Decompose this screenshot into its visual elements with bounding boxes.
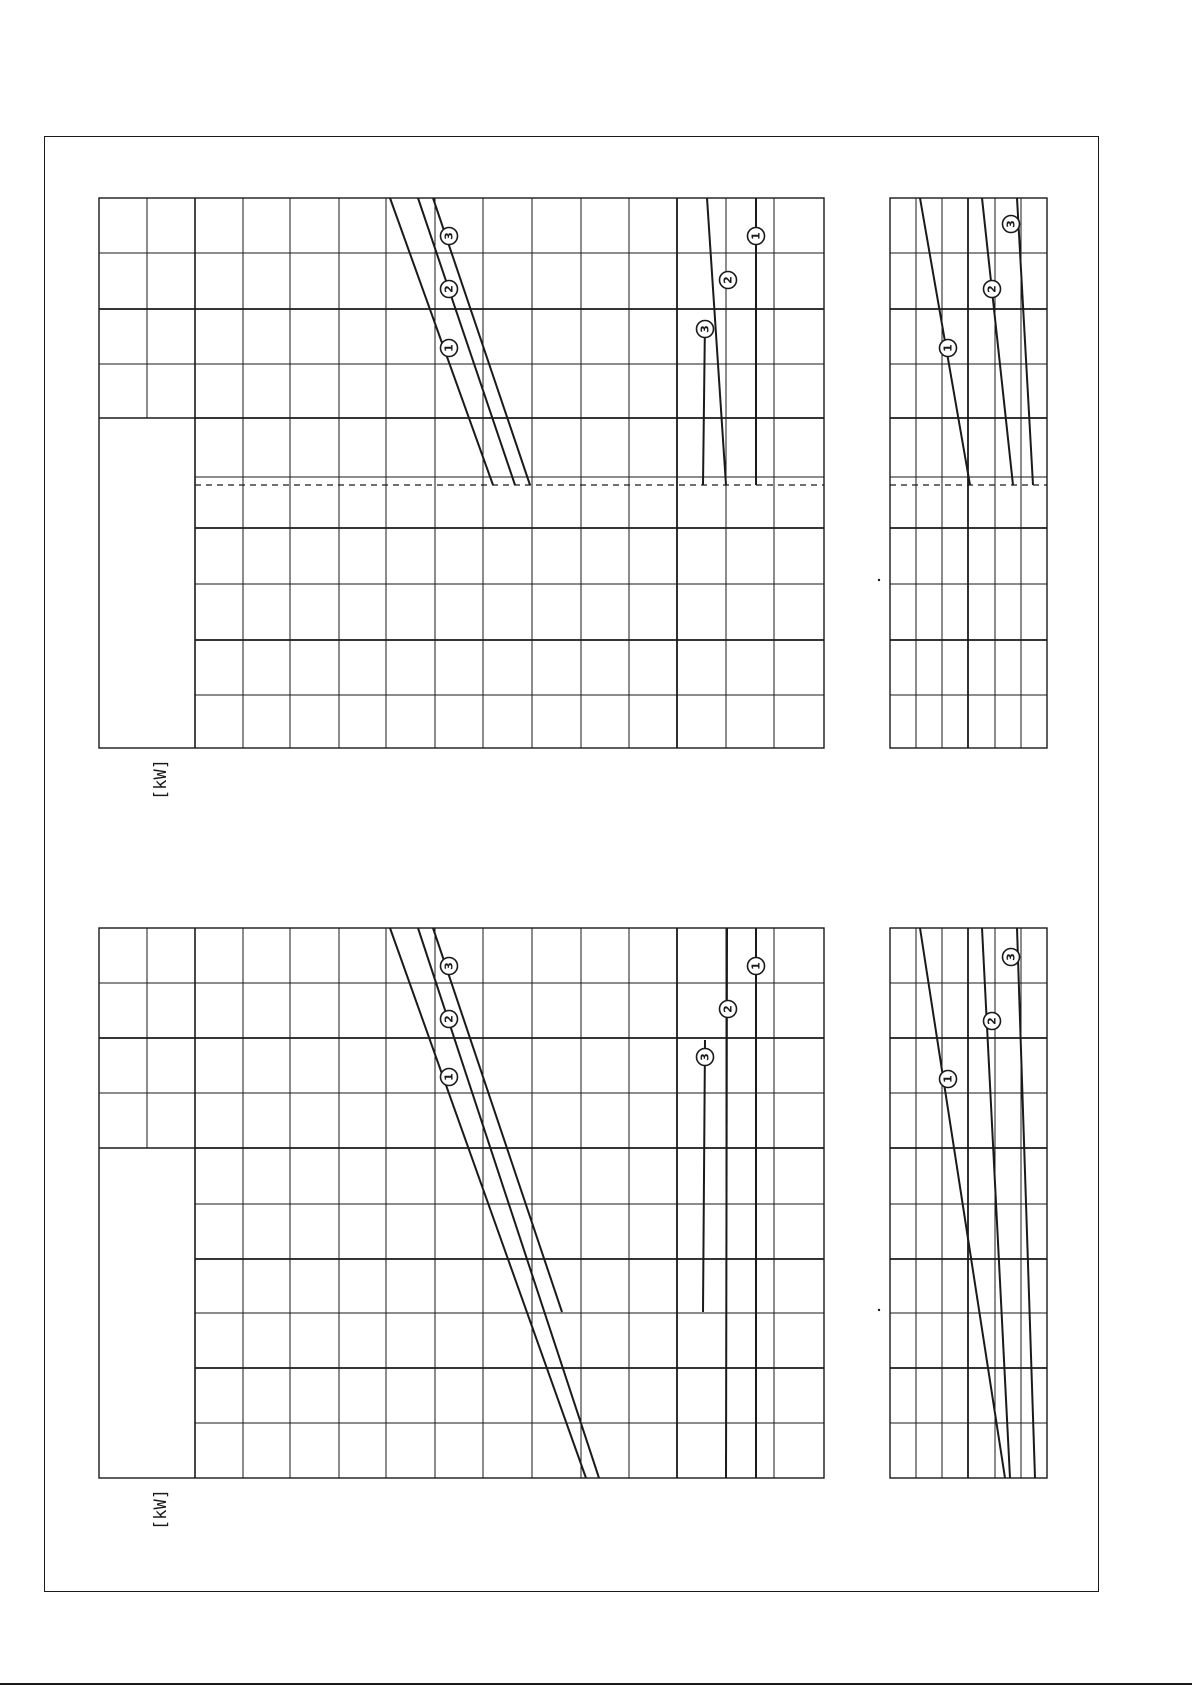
- curve-2-marker: [441, 281, 458, 298]
- curve-2: [418, 928, 599, 1478]
- curve-1-marker: [441, 340, 458, 357]
- curve-3-marker: [697, 1049, 714, 1066]
- curve-3-marker-label: 3: [442, 232, 456, 240]
- curve-3-marker-label: 3: [1004, 220, 1018, 228]
- curve-3: [433, 928, 562, 1312]
- curve-3: [1017, 928, 1035, 1478]
- curve-3-marker-label: 3: [1004, 953, 1018, 961]
- curve-2: [418, 198, 515, 485]
- curve-1: [390, 928, 586, 1478]
- curve-2-marker: [984, 1013, 1001, 1030]
- curve-3-marker: [1003, 216, 1020, 233]
- curve-1-marker: [441, 1069, 458, 1086]
- curve-2-marker: [441, 1011, 458, 1028]
- chart-upper: [99, 198, 1047, 748]
- upper-unit-label: [kW]: [151, 759, 171, 800]
- curve-1-marker: [748, 958, 765, 975]
- unit-labels: [151, 759, 171, 1530]
- chart-lower: [99, 928, 1047, 1478]
- curve-3: [1017, 198, 1033, 485]
- curve-3-marker: [441, 958, 458, 975]
- curve-2-marker-label: 2: [985, 1017, 999, 1025]
- curve-1-marker-label: 1: [442, 1073, 456, 1081]
- curve-2-marker-label: 2: [721, 1005, 735, 1013]
- curve-1-marker-label: 1: [941, 344, 955, 352]
- curve-2: [982, 198, 1013, 485]
- curve-1-marker-label: 1: [749, 232, 763, 240]
- curve-1: [920, 928, 1005, 1478]
- curve-2-marker-label: 2: [985, 285, 999, 293]
- lower-unit-label: [kW]: [151, 1489, 171, 1530]
- curve-1-marker-label: 1: [749, 962, 763, 970]
- curve-3: [703, 1040, 705, 1312]
- curve-1-marker: [940, 1071, 957, 1088]
- curve-2: [707, 198, 726, 485]
- side-dot: [878, 579, 880, 581]
- curve-2-marker: [720, 1001, 737, 1018]
- curve-1-marker-label: 1: [941, 1075, 955, 1083]
- curve-2-marker: [720, 272, 737, 289]
- curve-2-marker-label: 2: [442, 1015, 456, 1023]
- curve-1-marker: [748, 228, 765, 245]
- curve-3-marker: [1003, 949, 1020, 966]
- side-dot: [878, 1309, 880, 1311]
- curve-2-marker-label: 2: [721, 276, 735, 284]
- curve-3-marker-label: 3: [698, 1053, 712, 1061]
- curve-2-marker: [984, 281, 1001, 298]
- curve-3-marker-label: 3: [442, 962, 456, 970]
- curve-3-marker: [441, 228, 458, 245]
- curve-3-marker-label: 3: [698, 325, 712, 333]
- curve-1-marker: [940, 340, 957, 357]
- curve-1-marker-label: 1: [442, 344, 456, 352]
- curve-3: [703, 320, 705, 485]
- curve-2: [982, 928, 1010, 1478]
- curve-3-marker: [697, 321, 714, 338]
- curve-2-marker-label: 2: [442, 285, 456, 293]
